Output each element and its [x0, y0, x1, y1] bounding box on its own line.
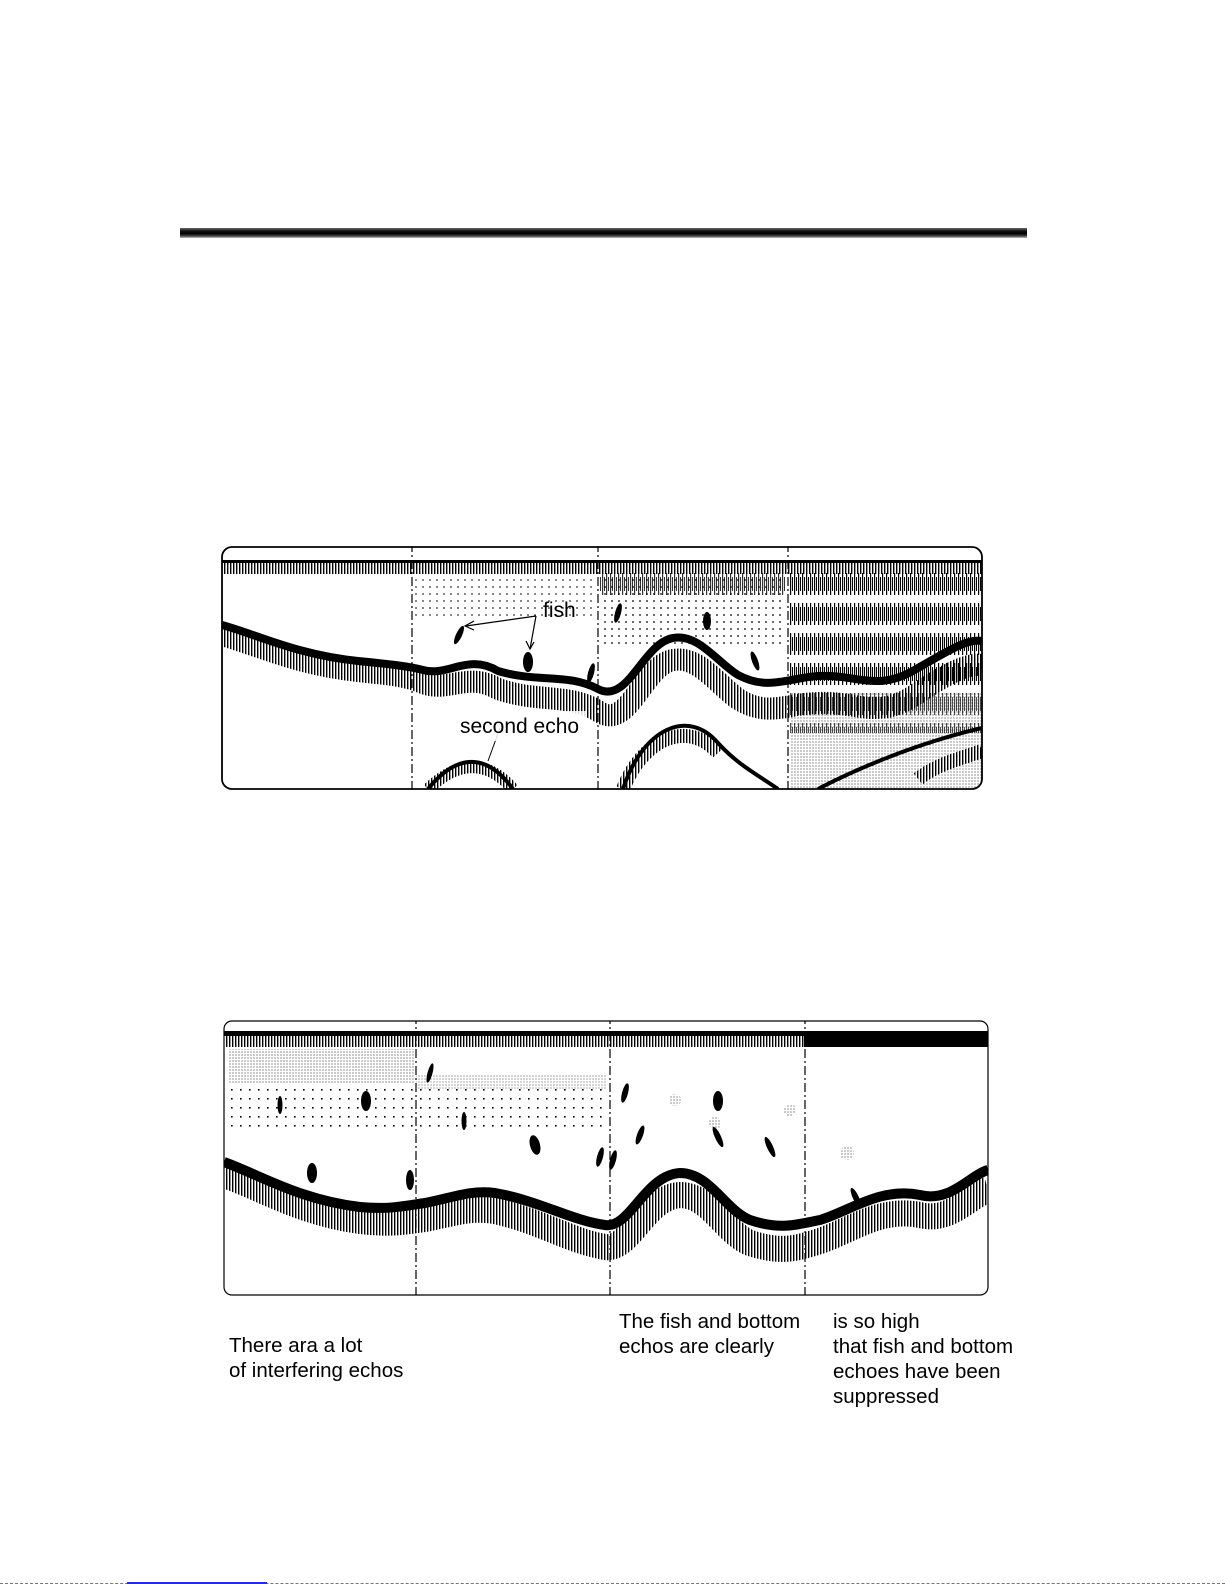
header-rule: [180, 228, 1027, 238]
caption-low-setting: There ara a lot of interfering echos: [229, 1334, 404, 1382]
caption-proper-setting: The fish and bottom echos are clearly: [619, 1310, 801, 1358]
echogram-bottom: [220, 1015, 992, 1300]
fish-mark: [406, 1170, 414, 1190]
fish-mark: [361, 1091, 371, 1111]
second-echo-label: second echo: [460, 715, 580, 738]
fish-mark: [307, 1163, 317, 1183]
caption-high-setting: is so high that fish and bottom echoes have been suppressed: [833, 1310, 1014, 1408]
fish-mark: [523, 652, 533, 672]
footer-link-underline[interactable]: [127, 1582, 267, 1584]
fish-mark: [462, 1112, 467, 1130]
fish-label: fish: [543, 599, 576, 622]
fish-mark: [703, 612, 711, 630]
fish-mark: [713, 1091, 723, 1111]
echogram-top: [218, 543, 986, 795]
fish-mark: [278, 1096, 283, 1114]
